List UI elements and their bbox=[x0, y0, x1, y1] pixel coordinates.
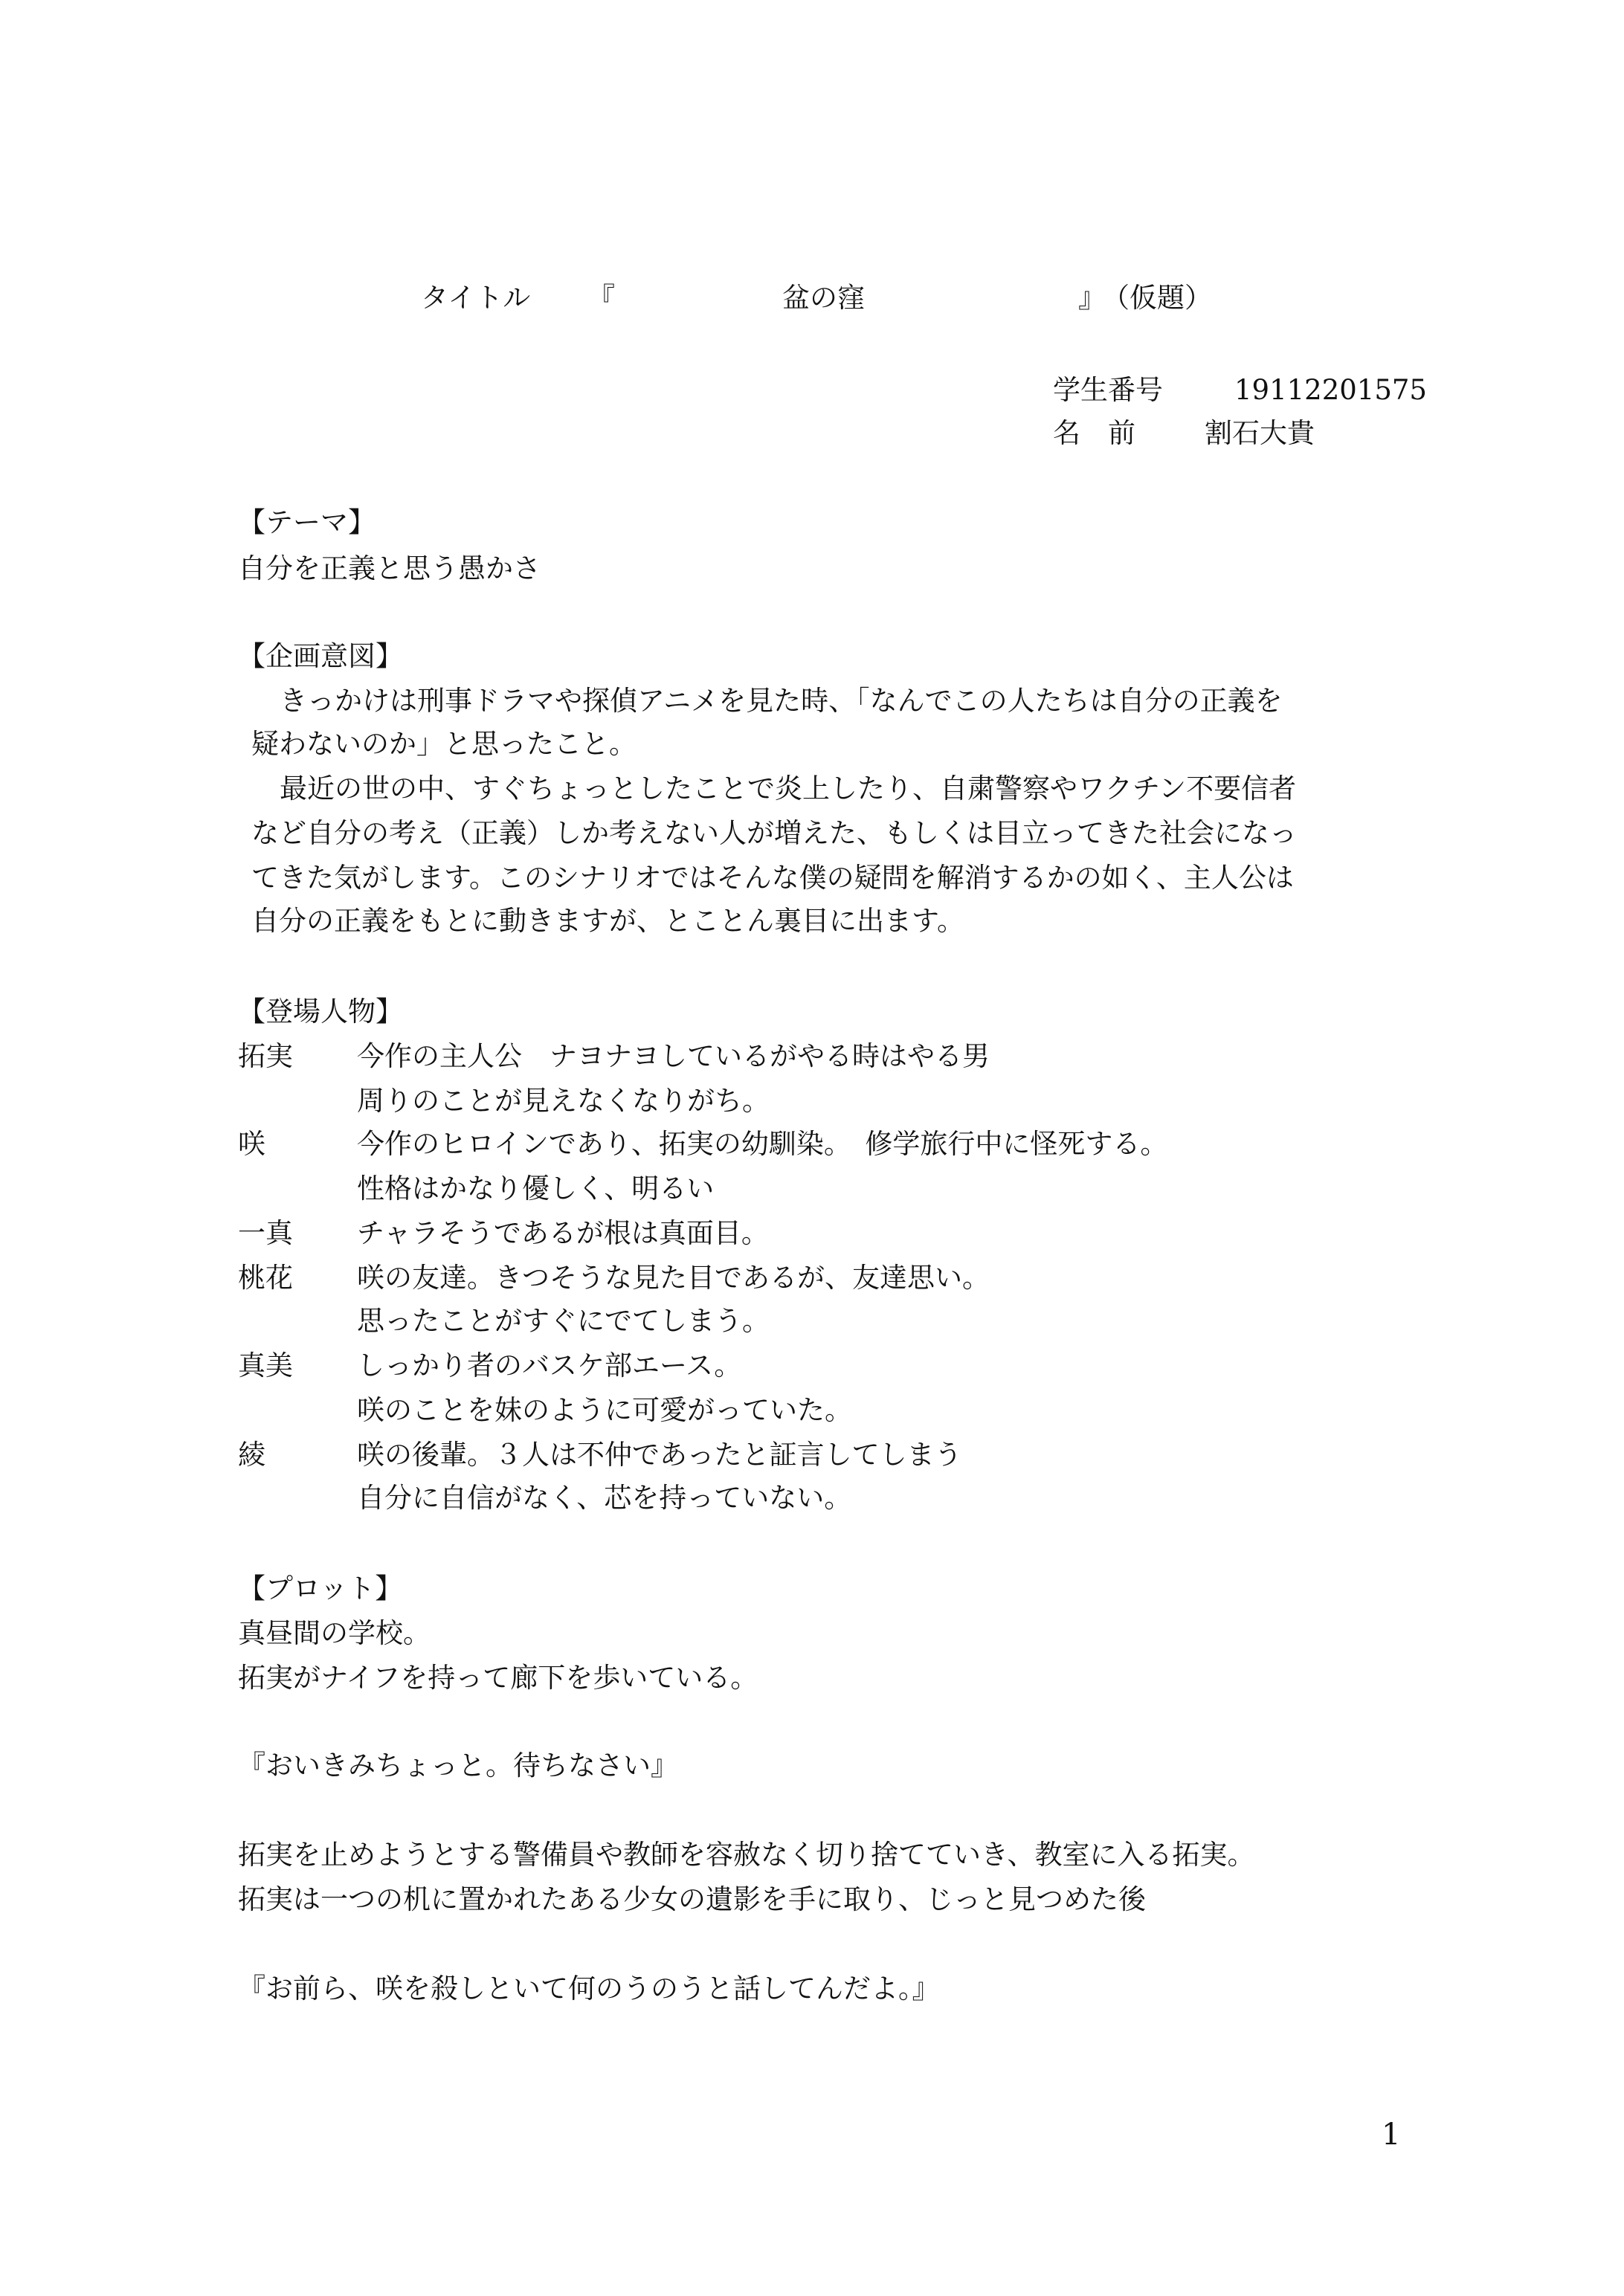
character-desc: 自分に自信がなく、芯を持っていない。 bbox=[357, 1482, 852, 1514]
plot-line: 拓実がナイフを持って廊下を歩いている。 bbox=[238, 1662, 758, 1694]
intent-line: てきた気がします。このシナリオではそんな僕の疑問を解消するかの如く、主人公は bbox=[251, 862, 1294, 894]
character-desc: 咲の後輩。３人は不仲であったと証言してしまう bbox=[357, 1439, 962, 1471]
character-desc: しっかり者のバスケ部エース。 bbox=[357, 1349, 742, 1381]
intent-heading: 【企画意図】 bbox=[238, 640, 403, 672]
intent-line: など自分の考え（正義）しか考えない人が増えた、もしくは目立ってきた社会になっ bbox=[251, 817, 1297, 849]
intent-line: 自分の正義をもとに動きますが、とことん裏目に出ます。 bbox=[251, 905, 965, 937]
plot-line: 真昼間の学校。 bbox=[238, 1617, 431, 1649]
plot-line: 拓実を止めようとする警備員や教師を容赦なく切り捨てていき、教室に入る拓実。 bbox=[238, 1839, 1255, 1871]
plot-dialogue: 『おいきみちょっと。待ちなさい』 bbox=[238, 1750, 678, 1781]
title-close-bracket: 』 bbox=[1078, 282, 1106, 314]
student-name-value: 割石大貴 bbox=[1205, 417, 1315, 449]
theme-body: 自分を正義と思う愚かさ bbox=[238, 552, 541, 584]
title-label: タイトル bbox=[421, 282, 531, 314]
plot-line: 拓実は一つの机に置かれたある少女の遺影を手に取り、じっと見つめた後 bbox=[238, 1883, 1146, 1915]
page-number: 1 bbox=[1382, 2118, 1401, 2152]
character-name: 桃花 bbox=[238, 1262, 293, 1294]
character-name: 拓実 bbox=[238, 1040, 293, 1072]
title-open-bracket: 『 bbox=[587, 282, 615, 314]
intent-line: 最近の世の中、すぐちょっとしたことで炎上したり、自粛警察やワクチン不要信者 bbox=[280, 773, 1297, 804]
characters-heading: 【登場人物】 bbox=[238, 996, 403, 1028]
student-number-label: 学生番号 bbox=[1053, 374, 1163, 406]
character-desc: 咲の友達。きつそうな見た目であるが、友達思い。 bbox=[357, 1262, 990, 1294]
intent-line: 疑わないのか」と思ったこと。 bbox=[251, 728, 637, 760]
student-number-value: 19112201575 bbox=[1234, 374, 1427, 406]
character-desc: 周りのことが見えなくなりがち。 bbox=[357, 1085, 770, 1117]
student-name-label: 名 前 bbox=[1053, 417, 1135, 449]
character-name: 真美 bbox=[238, 1349, 293, 1381]
character-name: 一真 bbox=[238, 1217, 293, 1249]
theme-heading: 【テーマ】 bbox=[238, 506, 376, 538]
character-name: 綾 bbox=[238, 1439, 265, 1471]
intent-line: きっかけは刑事ドラマや探偵アニメを見た時、「なんでこの人たちは自分の正義を bbox=[280, 685, 1283, 717]
title-text: 盆の窪 bbox=[782, 282, 865, 314]
character-desc: 思ったことがすぐにでてしまう。 bbox=[357, 1305, 770, 1337]
plot-heading: 【プロット】 bbox=[238, 1573, 403, 1605]
character-desc: チャラそうであるが根は真面目。 bbox=[357, 1217, 769, 1249]
plot-dialogue: 『お前ら、咲を殺しといて何のうのうと話してんだよ。』 bbox=[238, 1973, 940, 2005]
character-desc: 今作のヒロインであり、拓実の幼馴染。 修学旅行中に怪死する。 bbox=[357, 1128, 1168, 1160]
character-desc: 今作の主人公 ナヨナヨしているがやる時はやる男 bbox=[357, 1040, 990, 1072]
character-desc: 性格はかなり優しく、明るい bbox=[357, 1173, 715, 1205]
character-desc: 咲のことを妹のように可愛がっていた。 bbox=[357, 1394, 852, 1426]
character-name: 咲 bbox=[238, 1128, 265, 1160]
title-suffix: （仮題） bbox=[1102, 282, 1212, 314]
